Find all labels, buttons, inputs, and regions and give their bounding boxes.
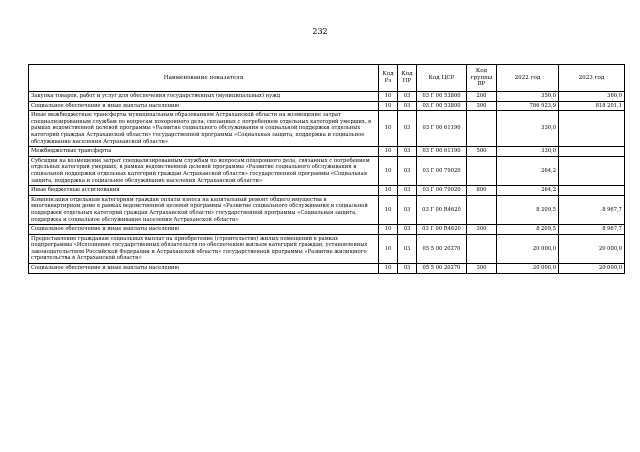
cell-y2023 [559,147,625,157]
budget-table [28,64,625,274]
cell-name: Социальное обеспечение и иные выплаты населению [29,225,379,235]
cell-pr: 03 [398,195,417,224]
cell-y2022: 264,2 [497,186,559,196]
header-pr: Код ПР [398,65,417,92]
table-row [29,101,625,111]
cell-rz: 10 [379,92,398,102]
cell-y2023: 8 967,7 [559,195,625,224]
cell-rz: 10 [379,111,398,147]
cell-name: Предоставление гражданам социальных выплат на приобретение (строительство) жилых помещений в рамках подпрограммы «Исполнение государственных обязательств по обеспечению жильем категорий граждан, установленных законодательством Российской Федерации и Астраханской области» государственной программы «Развитие жилищного строительства в Астраханской области» [29,234,379,263]
cell-vr: 300 [467,264,497,274]
table-row [29,234,625,263]
table-row [29,111,625,147]
cell-y2023: 8 967,7 [559,225,625,235]
header-2023: 2023 год [559,65,625,92]
cell-y2022: 350,0 [497,92,559,102]
cell-y2023: 360,0 [559,92,625,102]
cell-y2023: 20 000,0 [559,264,625,274]
cell-pr: 03 [398,234,417,263]
table-row [29,225,625,235]
cell-vr: 300 [467,225,497,235]
header-csr: Код ЦСР [417,65,467,92]
cell-name: Социальное обеспечение и иные выплаты населению [29,101,379,111]
cell-pr: 03 [398,101,417,111]
cell-rz: 10 [379,234,398,263]
cell-rz: 10 [379,195,398,224]
cell-csr: 03 Г 00 61190 [417,111,467,147]
cell-pr: 03 [398,186,417,196]
cell-csr: 03 Г 00 79020 [417,186,467,196]
table-row [29,264,625,274]
cell-pr: 03 [398,147,417,157]
table-row [29,156,625,185]
cell-y2022: 8 209,5 [497,195,559,224]
table-header-row [29,65,625,92]
cell-y2022: 786 923,9 [497,101,559,111]
table-row [29,195,625,224]
cell-vr: 300 [467,101,497,111]
cell-pr: 03 [398,92,417,102]
cell-name: Закупка товаров, работ и услуг для обеспечения государственных (муниципальных) нужд [29,92,379,102]
cell-y2022: 8 209,5 [497,225,559,235]
header-name: Наименование показателя [29,65,379,92]
cell-vr [467,156,497,185]
table-row [29,186,625,196]
cell-rz: 10 [379,225,398,235]
cell-vr: 200 [467,92,497,102]
cell-vr [467,234,497,263]
cell-csr: 05 5 00 20270 [417,264,467,274]
cell-vr [467,195,497,224]
cell-vr [467,111,497,147]
cell-name: Субсидии на возмещение затрат специализированным службам по вопросам похоронного дела, связанных с погребением отдельных категорий умерших, в рамках ведомственной целевой программы «Развитие социального обслуживания и социальной поддержки отдельных категорий граждан Астраханской области» государственной программы «Социальная защита, поддержка и социальное обслуживание населения Астраханской области» [29,156,379,185]
cell-name: Социальное обеспечение и иные выплаты населению [29,264,379,274]
cell-csr: 03 Г 00 R4620 [417,225,467,235]
cell-pr: 03 [398,264,417,274]
cell-csr: 03 Г 00 53800 [417,92,467,102]
cell-y2023 [559,111,625,147]
cell-y2023: 818 201,1 [559,101,625,111]
header-rz: Код Рз [379,65,398,92]
cell-vr: 800 [467,186,497,196]
cell-y2023 [559,156,625,185]
cell-rz: 10 [379,156,398,185]
page-number: 232 [312,27,328,36]
cell-pr: 03 [398,225,417,235]
cell-y2023: 20 000,0 [559,234,625,263]
cell-y2022: 330,0 [497,147,559,157]
table-row [29,147,625,157]
cell-name: Иные межбюджетные трансферты муниципальным образованиям Астраханской области на возмещение затрат специализированным службам по вопросам похоронного дела, связанных с погребением отдельных категорий умерших, в рамках ведомственной целевой программы «Развитие социального обслуживания и социальной поддержки отдельных категорий граждан Астраханской области» государственной программы «Социальная защита, поддержка и социальное обслуживание населения Астраханской области» [29,111,379,147]
cell-rz: 10 [379,101,398,111]
table-row [29,92,625,102]
header-vr: Код группы ВР [467,65,497,92]
cell-csr: 03 Г 00 79020 [417,156,467,185]
cell-csr: 05 5 00 20270 [417,234,467,263]
cell-name: Межбюджетные трансферты [29,147,379,157]
header-2022: 2022 год [497,65,559,92]
cell-y2023 [559,186,625,196]
cell-name: Компенсация отдельным категориям граждан оплаты взноса на капитальный ремонт общего имущества в многоквартирном доме в рамках ведомственной целевой программы «Развитие социального обслуживания и социальной поддержки отдельных категорий граждан Астраханской области» государственной программы «Социальная защита, поддержка и социальное обслуживание населения Астраханской области» [29,195,379,224]
cell-rz: 10 [379,264,398,274]
cell-vr: 500 [467,147,497,157]
cell-pr: 03 [398,111,417,147]
cell-csr: 03 Г 00 R4620 [417,195,467,224]
cell-name: Иные бюджетные ассигнования [29,186,379,196]
cell-y2022: 264,2 [497,156,559,185]
cell-y2022: 20 000,0 [497,234,559,263]
cell-pr: 03 [398,156,417,185]
cell-csr: 03 Г 00 61190 [417,147,467,157]
cell-y2022: 20 000,0 [497,264,559,274]
cell-y2022: 330,0 [497,111,559,147]
cell-rz: 10 [379,147,398,157]
cell-rz: 10 [379,186,398,196]
cell-csr: 03 Г 00 53800 [417,101,467,111]
